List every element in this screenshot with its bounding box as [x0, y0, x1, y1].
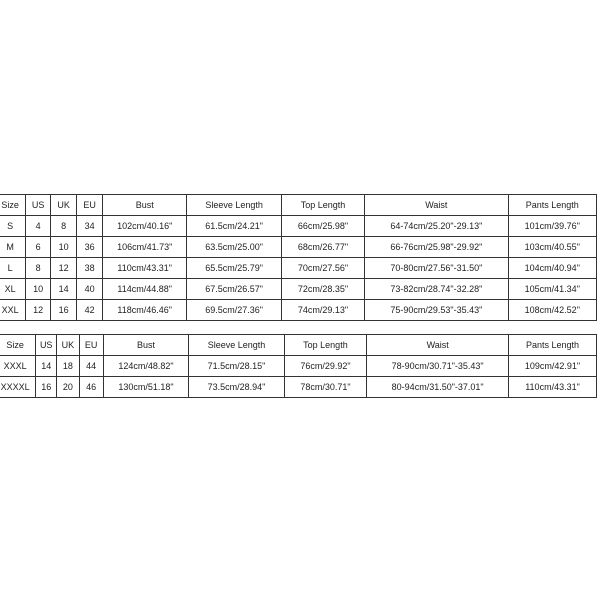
table-cell: XXL: [0, 300, 26, 321]
header-cell: Top Length: [284, 335, 367, 356]
table-cell: 64-74cm/25.20"-29.13": [365, 216, 508, 237]
table-cell: 70-80cm/27.56"-31.50": [365, 258, 508, 279]
table-cell: 18: [57, 356, 80, 377]
table-cell: 69.5cm/27.36": [187, 300, 282, 321]
table-cell: 20: [57, 377, 80, 398]
table-cell: 36: [77, 237, 103, 258]
table-cell: XXXXL: [0, 377, 36, 398]
table-cell: 101cm/39.76": [508, 216, 596, 237]
table-cell: 4: [26, 216, 51, 237]
header-cell: Size: [0, 195, 26, 216]
table-cell: 103cm/40.55": [508, 237, 596, 258]
table-cell: 14: [36, 356, 57, 377]
table-row: [0, 279, 597, 300]
table-cell: 73-82cm/28.74"-32.28": [365, 279, 508, 300]
table-row: [0, 377, 597, 398]
table-cell: XXXL: [0, 356, 36, 377]
header-cell: Sleeve Length: [187, 195, 282, 216]
header-cell: Top Length: [281, 195, 364, 216]
table-row: [0, 300, 597, 321]
table-row: [0, 216, 597, 237]
table-cell: 78cm/30.71": [284, 377, 367, 398]
header-cell: UK: [51, 195, 77, 216]
table-cell: 10: [51, 237, 77, 258]
table-cell: 14: [51, 279, 77, 300]
table-row: [0, 356, 597, 377]
table-cell: 6: [26, 237, 51, 258]
header-cell: UK: [57, 335, 80, 356]
table-cell: 66cm/25.98": [281, 216, 364, 237]
table-cell: 106cm/41.73": [103, 237, 187, 258]
table-cell: 67.5cm/26.57": [187, 279, 282, 300]
table-row: [0, 258, 597, 279]
table-cell: 71.5cm/28.15": [189, 356, 284, 377]
table-cell: 12: [51, 258, 77, 279]
table-cell: 104cm/40.94": [508, 258, 596, 279]
table-cell: M: [0, 237, 26, 258]
table-cell: 16: [36, 377, 57, 398]
header-cell: US: [36, 335, 57, 356]
table-cell: 76cm/29.92": [284, 356, 367, 377]
size-chart-table-main: [0, 194, 597, 321]
table-cell: 114cm/44.88": [103, 279, 187, 300]
table-cell: 73.5cm/28.94": [189, 377, 284, 398]
header-cell: Sleeve Length: [189, 335, 284, 356]
header-cell: EU: [79, 335, 103, 356]
table-row: [0, 237, 597, 258]
table-cell: 66-76cm/25.98"-29.92": [365, 237, 508, 258]
table-cell: 124cm/48.82": [103, 356, 189, 377]
table-cell: 110cm/43.31": [509, 377, 597, 398]
table-header-row: [0, 335, 597, 356]
table-cell: 46: [79, 377, 103, 398]
header-cell: Bust: [103, 195, 187, 216]
table-cell: 105cm/41.34": [508, 279, 596, 300]
table-cell: 109cm/42.91": [509, 356, 597, 377]
table-cell: 16: [51, 300, 77, 321]
table-cell: 78-90cm/30.71"-35.43": [367, 356, 509, 377]
table-cell: 40: [77, 279, 103, 300]
table-cell: 74cm/29.13": [281, 300, 364, 321]
header-cell: Pants Length: [508, 195, 596, 216]
header-cell: Bust: [103, 335, 189, 356]
table-cell: 110cm/43.31": [103, 258, 187, 279]
table-cell: XL: [0, 279, 26, 300]
size-chart-table-extended: [0, 334, 597, 398]
header-cell: US: [26, 195, 51, 216]
header-cell: EU: [77, 195, 103, 216]
table-cell: 130cm/51.18": [103, 377, 189, 398]
table-cell: 34: [77, 216, 103, 237]
table-cell: 44: [79, 356, 103, 377]
header-cell: Waist: [365, 195, 508, 216]
table-cell: S: [0, 216, 26, 237]
table-cell: 118cm/46.46": [103, 300, 187, 321]
table-cell: 8: [26, 258, 51, 279]
table-cell: 75-90cm/29.53"-35.43": [365, 300, 508, 321]
table-cell: L: [0, 258, 26, 279]
table-cell: 68cm/26.77": [281, 237, 364, 258]
table-cell: 12: [26, 300, 51, 321]
table-cell: 42: [77, 300, 103, 321]
table-cell: 65.5cm/25.79": [187, 258, 282, 279]
table-header-row: [0, 195, 597, 216]
table-cell: 38: [77, 258, 103, 279]
table-cell: 70cm/27.56": [281, 258, 364, 279]
table-cell: 8: [51, 216, 77, 237]
table-cell: 80-94cm/31.50"-37.01": [367, 377, 509, 398]
table-cell: 10: [26, 279, 51, 300]
table-cell: 108cm/42.52": [508, 300, 596, 321]
table-cell: 61.5cm/24.21": [187, 216, 282, 237]
header-cell: Waist: [367, 335, 509, 356]
table-cell: 72cm/28.35": [281, 279, 364, 300]
table-cell: 63.5cm/25.00": [187, 237, 282, 258]
header-cell: Size: [0, 335, 36, 356]
header-cell: Pants Length: [509, 335, 597, 356]
table-cell: 102cm/40.16": [103, 216, 187, 237]
